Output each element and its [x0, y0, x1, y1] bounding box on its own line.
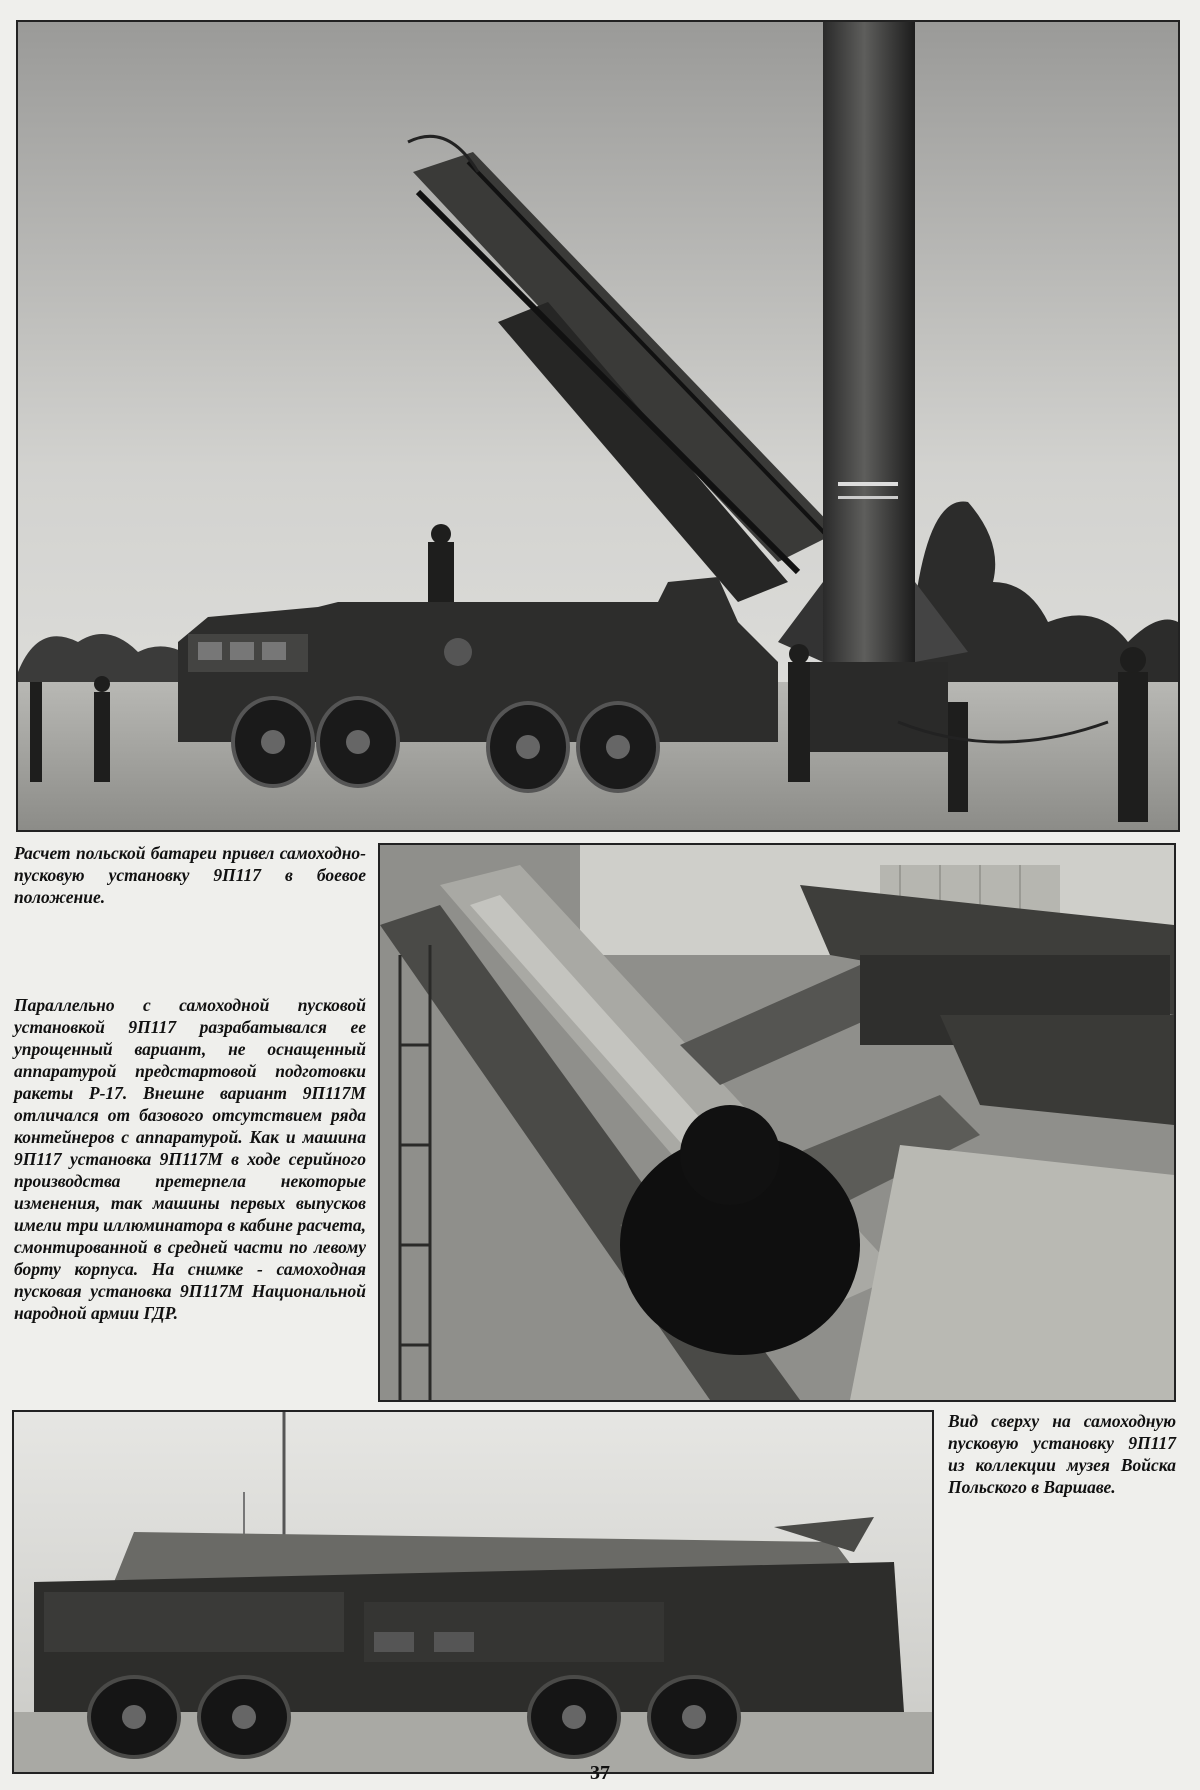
caption-body-text: Параллельно с самоходной пусковой установкой 9П117 разрабатывался ее упрощенный вариант, не оснащенный аппаратурой предстартовой подготовки ракеты Р-17. Внешне вариант 9П117М отличался от базового отсутствием ряда контейнеров с аппаратурой. Как и машина 9П117 установка 9П117М в ходе серийного производства претерпела некоторые изменения, так машины первых выпусков имели три иллюминатора в кабине расчета, смонтированной в средней части по левому борту корпуса. На снимке - самоходная пусковая установка 9П117М Национальной народной армии ГДР. [14, 995, 366, 1323]
photo-launcher-top-view [378, 843, 1176, 1402]
caption-bottom-photo: Вид сверху на самоходную пусковую установку 9П117 из коллекции музея Войска Польского в Варшаве. [948, 1411, 1176, 1497]
photo-launcher-erected [16, 20, 1180, 832]
photo-launcher-side [12, 1410, 934, 1774]
page-number: 37 [590, 1762, 610, 1784]
caption-top-photo: Расчет польской батареи привел самоходно-пусковую установку 9П117 в боевое положение. [14, 843, 366, 907]
